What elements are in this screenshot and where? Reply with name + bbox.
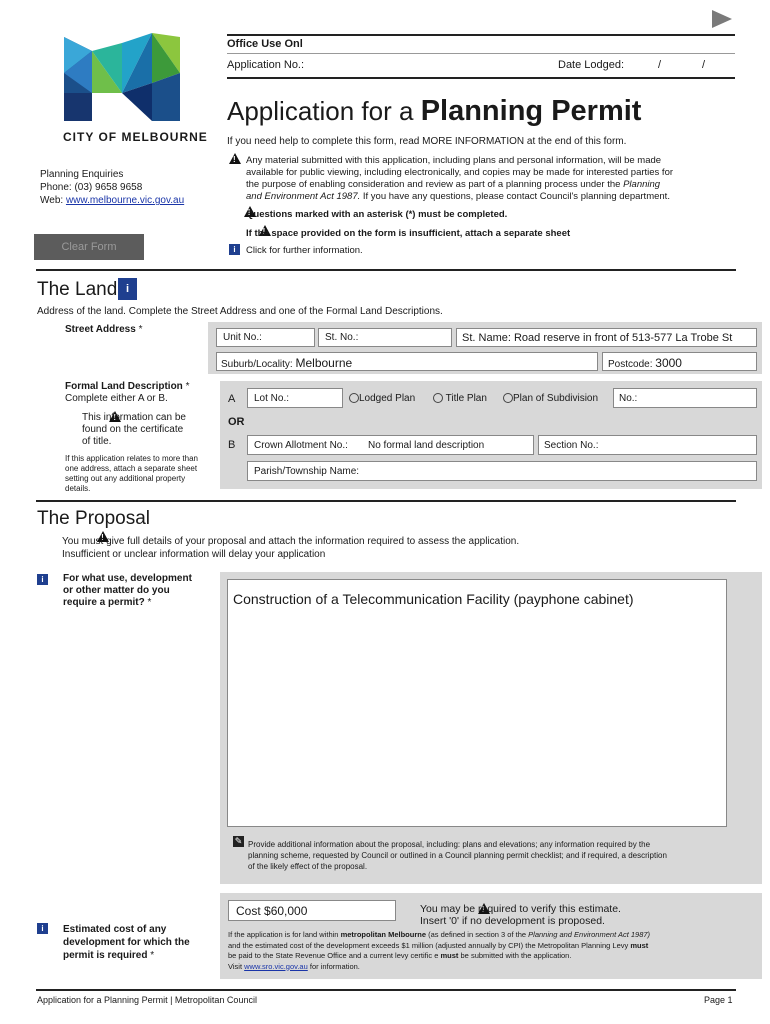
st-no-label: St. No.: xyxy=(325,332,359,343)
levy-bold: must xyxy=(630,940,649,950)
note-line: setting out any additional property xyxy=(65,474,186,483)
notice-line xyxy=(246,179,716,191)
suburb-field[interactable] xyxy=(216,352,598,371)
lot-no-field[interactable] xyxy=(247,388,343,408)
crown-label: Crown Allotment No.: xyxy=(254,440,348,451)
unit-no-label: Unit No.: xyxy=(223,332,262,343)
title-plan-option[interactable] xyxy=(433,393,487,404)
notice-italic: Planning xyxy=(623,179,661,190)
levy-bold: metropolitan Melbourne xyxy=(340,930,426,939)
footer-rule xyxy=(36,989,736,991)
note-line: of title. xyxy=(82,436,112,447)
cost-question xyxy=(63,923,190,962)
question-line: development for which the xyxy=(63,937,190,948)
proposal-section-rule xyxy=(36,500,736,502)
levy-bold: must xyxy=(440,951,459,960)
info-icon[interactable]: i xyxy=(229,244,240,255)
asterisk-notice: Questions marked with an asterisk (*) must be completed. xyxy=(246,209,508,220)
title-plan-radio[interactable] xyxy=(433,393,443,403)
question-line: Estimated cost of any xyxy=(63,924,167,935)
clear-form-button[interactable]: Clear Form xyxy=(34,234,144,260)
option-b-label: B xyxy=(228,439,236,451)
title-light: Application for a xyxy=(227,96,414,126)
proposal-intro xyxy=(62,535,519,561)
formal-label-block xyxy=(65,381,189,405)
notice-italic: and Environment Act 1987. xyxy=(246,191,361,202)
section-no-label: Section No.: xyxy=(544,440,599,451)
lodged-plan-radio[interactable] xyxy=(349,393,359,403)
plan-no-label: No.: xyxy=(619,393,638,404)
date-lodged-label: Date Lodged: xyxy=(558,59,625,71)
note-line: of the likely effect of the proposal. xyxy=(248,862,368,871)
postcode-field[interactable] xyxy=(602,352,757,371)
public-viewing-notice xyxy=(246,155,716,203)
edit-pencil-icon: ✎ xyxy=(234,836,243,846)
proposal-line: Insufficient or unclear information will delay your application xyxy=(62,549,326,560)
land-info-icon[interactable]: i xyxy=(118,278,137,300)
click-info-text: Click for further information. xyxy=(246,245,363,256)
verify-line: Insert '0' if no development is proposed. xyxy=(420,915,605,927)
required-asterisk: * xyxy=(147,597,152,608)
application-no-label: Application No.: xyxy=(227,59,305,71)
note-line: found on the certificate xyxy=(82,424,184,435)
office-use-label: Office Use Onl xyxy=(227,38,303,50)
levy-line xyxy=(228,941,738,952)
unit-no-field[interactable] xyxy=(216,328,315,347)
note-line: Provide additional information about the proposal, including: plans and elevations; any information required by the xyxy=(248,840,651,849)
note-line: This information can be xyxy=(82,412,186,423)
required-asterisk: * xyxy=(138,324,143,335)
proposal-section-title: The Proposal xyxy=(37,508,151,529)
lot-no-label: Lot No.: xyxy=(254,393,290,404)
st-name-field[interactable] xyxy=(456,328,757,347)
proposal-line: You must give full details of your proposal and attach the information required to assess the application. xyxy=(62,536,520,547)
notice-text: the purpose of enabling consideration and review as part of a planning process under the xyxy=(246,179,621,190)
street-address-label xyxy=(65,324,142,335)
phone: Phone: (03) 9658 9658 xyxy=(40,182,143,193)
footer-page-number: Page 1 xyxy=(704,995,733,1005)
parish-field[interactable] xyxy=(247,461,757,481)
crown-allotment-field[interactable] xyxy=(247,435,534,455)
land-intro: Address of the land. Complete the Street Address and one of the Formal Land Descriptions. xyxy=(37,306,443,317)
verify-note xyxy=(420,903,621,927)
formal-label xyxy=(65,381,189,393)
cost-value: 60,000 xyxy=(270,904,308,918)
land-section-title: The Land xyxy=(37,279,118,300)
verify-line: You may be required to verify this estimate. xyxy=(420,903,621,915)
header-top-rule xyxy=(227,34,735,36)
help-text: If you need help to complete this form, read MORE INFORMATION at the end of this form. xyxy=(227,136,627,147)
footer-left: Application for a Planning Permit | Metropolitan Council xyxy=(37,995,257,1005)
note-line: planning scheme, requested by Council or outlined in a Council planning permit checklist; and if required, a description xyxy=(248,851,667,860)
cost-field[interactable] xyxy=(228,900,396,921)
notice-text: If you have any questions, please contact Council's planning department. xyxy=(362,191,670,202)
info-icon[interactable]: i xyxy=(37,574,48,585)
sro-link[interactable]: www.sro.vic.gov.au xyxy=(244,961,308,971)
warning-icon xyxy=(229,153,241,164)
space-notice: If the space provided on the form is insufficient, attach a separate sheet xyxy=(246,228,571,239)
multiple-address-note xyxy=(65,454,215,494)
question-text: require a permit? xyxy=(63,597,145,608)
required-asterisk: * xyxy=(185,381,190,392)
use-question xyxy=(63,573,192,609)
levy-text: Visit xyxy=(228,961,243,971)
cost-label: Cost $ xyxy=(236,904,271,918)
contact-block xyxy=(40,168,184,207)
postcode-value: 3000 xyxy=(655,356,682,370)
question-line: or other matter do you xyxy=(63,585,170,596)
crown-value: No formal land description xyxy=(368,440,485,451)
option-a-label: A xyxy=(228,393,236,405)
office-use-rule xyxy=(227,53,735,54)
cost-content xyxy=(236,904,307,918)
page-title xyxy=(227,95,641,128)
land-section-rule xyxy=(36,269,736,271)
levy-text: If the application is for land within xyxy=(228,930,339,939)
title-plan-label: Title Plan xyxy=(445,393,487,404)
header-mid-rule xyxy=(227,77,735,79)
levy-note xyxy=(228,930,738,972)
st-no-field[interactable] xyxy=(318,328,452,347)
question-line: For what use, development xyxy=(63,573,192,584)
question-line xyxy=(63,597,192,609)
info-icon[interactable]: i xyxy=(37,923,48,934)
use-textarea[interactable] xyxy=(227,579,727,827)
note-line: one address, attach a separate sheet xyxy=(65,464,198,473)
next-page-arrow-icon[interactable] xyxy=(712,10,732,28)
logo-wordmark: CITY OF MELBOURNE xyxy=(63,130,208,144)
formal-label-text: Formal Land Description xyxy=(65,381,183,392)
levy-text: be paid to the State Revenue Office and a current levy certific e xyxy=(228,951,439,960)
suburb-value: Melbourne xyxy=(295,356,353,370)
plan-subdivision-label: Plan of Subdivision xyxy=(513,393,599,404)
plan-subdivision-radio[interactable] xyxy=(503,393,513,403)
st-name-label: St. Name: xyxy=(462,332,511,344)
lodged-plan-option[interactable] xyxy=(349,393,415,404)
st-name-content xyxy=(462,332,732,344)
date-separator: / xyxy=(658,59,662,71)
web-link[interactable]: www.melbourne.vic.gov.au xyxy=(65,195,185,206)
note-line: details. xyxy=(65,484,91,493)
postcode-label: Postcode: xyxy=(608,359,653,370)
suburb-content xyxy=(221,356,352,370)
levy-text: be submitted with the application. xyxy=(460,951,572,960)
required-asterisk: * xyxy=(150,950,155,961)
postcode-content xyxy=(608,356,682,370)
street-address-text: Street Address xyxy=(65,324,136,335)
section-no-field[interactable] xyxy=(538,435,757,455)
formal-sub: Complete either A or B. xyxy=(65,393,168,404)
question-line xyxy=(63,949,190,962)
or-label: OR xyxy=(228,416,245,428)
note-line: If this application relates to more than xyxy=(65,454,198,463)
question-text: permit is required xyxy=(63,950,148,961)
notice-line xyxy=(246,191,716,203)
st-name-value: Road reserve in front of 513-577 La Trobe St xyxy=(513,332,733,344)
date-separator: / xyxy=(702,59,706,71)
levy-line xyxy=(228,951,738,962)
web-label: Web: xyxy=(40,195,64,206)
lodged-plan-label: Lodged Plan xyxy=(359,393,416,404)
notice-line: available for public viewing, including electronically, and copies may be made for interested parties for xyxy=(246,167,674,178)
levy-italic: Planning and Environment Act 1987) xyxy=(528,930,651,939)
additional-info-note xyxy=(248,839,748,872)
parish-label: Parish/Township Name: xyxy=(254,466,360,477)
levy-text: for information. xyxy=(309,961,360,971)
certificate-note xyxy=(82,412,186,448)
plan-no-field[interactable] xyxy=(613,388,757,408)
levy-line xyxy=(228,962,738,973)
notice-line: Any material submitted with this application, including plans and personal information, will be made xyxy=(246,155,662,166)
plan-of-subdivision-option[interactable] xyxy=(503,393,598,404)
use-value: Construction of a Telecommunication Facility (payphone cabinet) xyxy=(233,591,634,607)
levy-text: and the estimated cost of the development exceeds $1 million (adjusted annually by CPI) the Metropolitan Planning Levy xyxy=(228,940,629,950)
enquiries-label: Planning Enquiries xyxy=(40,169,124,180)
levy-line xyxy=(228,930,738,941)
web-line xyxy=(40,194,184,207)
city-of-melbourne-logo xyxy=(62,33,184,125)
levy-text: (as defined in section 3 of the xyxy=(428,930,527,939)
suburb-label: Suburb/Locality: xyxy=(221,359,293,370)
title-bold: Planning Permit xyxy=(420,95,642,127)
